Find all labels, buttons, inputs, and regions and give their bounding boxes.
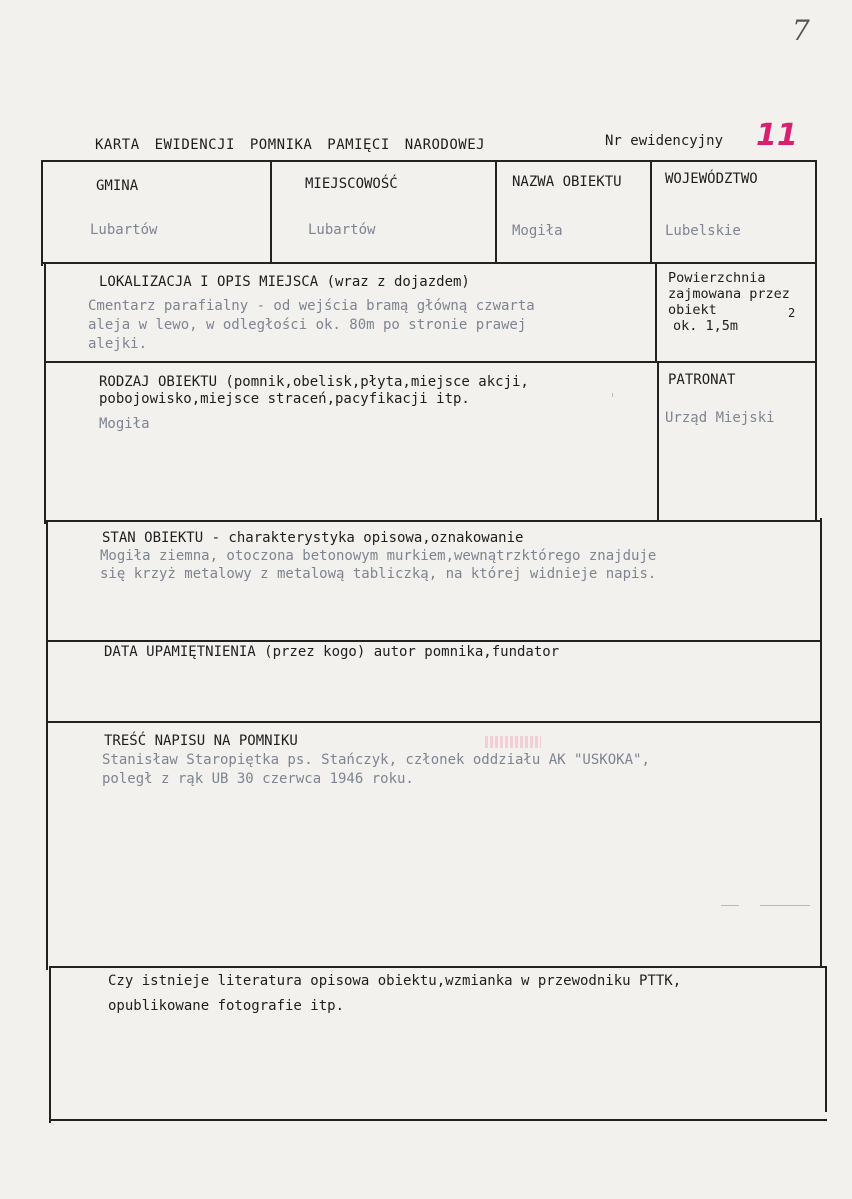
faint-stamp-mark xyxy=(485,736,541,748)
powierzchnia-label: obiekt xyxy=(668,302,717,318)
powierzchnia-label: Powierzchnia xyxy=(668,270,766,286)
table-border-right xyxy=(815,160,817,520)
table-border-bottom xyxy=(49,1119,827,1121)
lokalizacja-line: Cmentarz parafialny - od wejścia bramą główną czwarta xyxy=(88,298,535,314)
table-border-left xyxy=(44,264,46,524)
column-divider xyxy=(657,361,659,521)
paper-speck xyxy=(612,393,613,397)
row-divider xyxy=(49,966,825,968)
rodzaj-value: Mogiła xyxy=(99,416,150,432)
table-border-left xyxy=(49,968,51,1123)
paper-speck xyxy=(721,905,739,906)
literatura-label: opublikowane fotografie itp. xyxy=(108,998,345,1014)
row-divider xyxy=(46,520,822,522)
lokalizacja-line: alejki. xyxy=(88,336,148,352)
nazwa-obiektu-label: NAZWA OBIEKTU xyxy=(512,174,622,190)
paper-speck xyxy=(760,905,810,906)
tresc-label: TREŚĆ NAPISU NA POMNIKU xyxy=(104,733,298,749)
wojewodztwo-label: WOJEWÓDZTWO xyxy=(665,171,758,187)
stan-label: STAN OBIEKTU - charakterystyka opisowa,oznakowanie xyxy=(102,530,524,546)
patronat-value: Urząd Miejski xyxy=(665,410,775,426)
column-divider xyxy=(270,160,272,264)
row-divider xyxy=(44,361,816,363)
card-title: KARTA EWIDENCJI POMNIKA PAMIĘCI NARODOWEJ xyxy=(95,137,486,153)
row-divider xyxy=(46,640,822,642)
powierzchnia-sup: 2 xyxy=(788,306,796,320)
table-border-left xyxy=(46,522,48,970)
row-divider xyxy=(46,721,822,723)
table-border-right xyxy=(825,966,827,1112)
lokalizacja-line: aleja w lewo, w odległości ok. 80m po stronie prawej xyxy=(88,317,527,333)
registration-number-value: 11 xyxy=(756,118,798,153)
stan-line: Mogiła ziemna, otoczona betonowym murkiem,wewnątrzktórego znajduje xyxy=(100,548,657,564)
miejscowosc-label: MIEJSCOWOŚĆ xyxy=(305,176,398,192)
rodzaj-label: pobojowisko,miejsce straceń,pacyfikacji itp. xyxy=(99,391,470,407)
table-border-left xyxy=(41,160,43,266)
data-upamietnienia-label: DATA UPAMIĘTNIENIA (przez kogo) autor pomnika,fundator xyxy=(104,644,560,660)
patronat-label: PATRONAT xyxy=(668,372,736,388)
gmina-value: Lubartów xyxy=(90,222,158,238)
corner-page-number: 7 xyxy=(792,14,810,47)
table-border-right xyxy=(820,518,822,968)
table-border-top xyxy=(41,160,817,162)
nazwa-obiektu-value: Mogiła xyxy=(512,223,563,239)
column-divider xyxy=(495,160,497,264)
powierzchnia-label: zajmowana przez xyxy=(668,286,790,302)
tresc-line: Stanisław Staropiętka ps. Stańczyk, członek oddziału AK "USKOKA", xyxy=(102,752,650,768)
column-divider xyxy=(655,262,657,362)
tresc-line: poległ z rąk UB 30 czerwca 1946 roku. xyxy=(102,771,414,787)
lokalizacja-label: LOKALIZACJA I OPIS MIEJSCA (wraz z dojazdem) xyxy=(99,274,470,290)
stan-line: się krzyż metalowy z metalową tabliczką, na której widnieje napis. xyxy=(100,566,657,582)
miejscowosc-value: Lubartów xyxy=(308,222,376,238)
registration-number-label: Nr ewidencyjny xyxy=(605,133,724,149)
literatura-label: Czy istnieje literatura opisowa obiektu,wzmianka w przewodniku PTTK, xyxy=(108,973,682,989)
wojewodztwo-value: Lubelskie xyxy=(665,223,741,239)
column-divider xyxy=(650,160,652,264)
row-divider xyxy=(41,262,817,264)
rodzaj-label: RODZAJ OBIEKTU (pomnik,obelisk,płyta,miejsce akcji, xyxy=(99,374,529,390)
powierzchnia-value: ok. 1,5m xyxy=(673,318,739,334)
gmina-label: GMINA xyxy=(96,178,139,194)
